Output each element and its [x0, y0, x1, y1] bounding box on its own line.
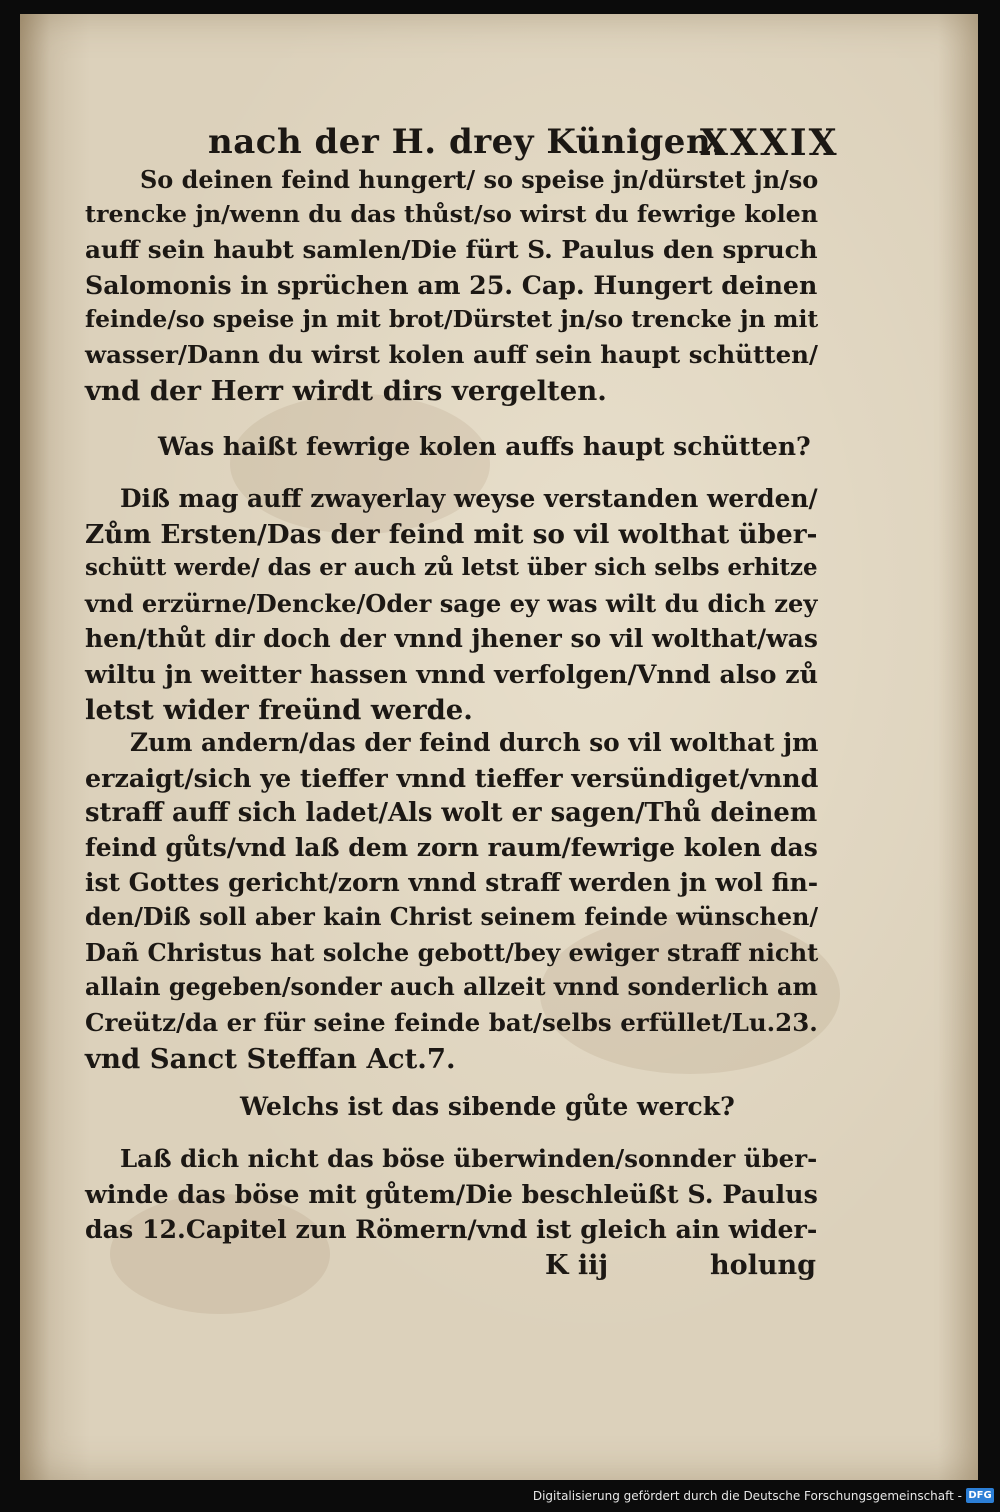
- funding-attribution: Digitalisierung gefördert durch die Deutsche Forschungsgemeinschaft -: [532, 1489, 962, 1503]
- text-line: So deinen feind hungert/ so speise jn/dürstet jn/so: [140, 165, 819, 194]
- text-line: das 12.Capitel zun Römern/vnd ist gleich ain wider-: [85, 1214, 818, 1244]
- text-line: allain gegeben/sonder auch allzeit vnnd sonderlich am: [85, 973, 818, 1001]
- text-line: letst wider freünd werde.: [85, 694, 473, 726]
- section-question: Was haißt fewrige kolen auffs haupt schütten?: [158, 432, 811, 461]
- text-line: auff sein haubt samlen/Die fürt S. Paulus den spruch: [85, 235, 818, 264]
- text-line: Zům Ersten/Das der feind mit so vil wolthat über-: [85, 519, 818, 550]
- text-line: winde das böse mit gůtem/Die beschleüßt S. Paulus: [85, 1179, 818, 1209]
- signature-mark: K iij: [545, 1250, 609, 1281]
- text-line: erzaigt/sich ye tieffer vnnd tieffer versündiget/vnnd: [85, 763, 819, 793]
- text-line: Salomonis in sprüchen am 25. Cap. Hungert deinen: [85, 270, 818, 300]
- text-line: schütt werde/ das er auch zů letst über sich selbs erhitze: [85, 554, 818, 581]
- section-question: Welchs ist das sibende gůte werck?: [240, 1092, 735, 1121]
- paper-stain: [230, 394, 490, 534]
- text-line: Creütz/da er für seine feinde bat/selbs erfüllet/Lu.23.: [85, 1008, 818, 1037]
- text-line: wiltu jn weitter hassen vnnd verfolgen/Vnnd also zů: [85, 659, 818, 689]
- text-line: Dañ Christus hat solche gebott/bey ewiger straff nicht: [85, 938, 819, 967]
- folio-number: XXXIX: [700, 122, 839, 164]
- text-line: Laß dich nicht das böse überwinden/sonnder über-: [120, 1144, 818, 1173]
- text-line: wasser/Dann du wirst kolen auff sein haupt schütten/: [85, 340, 818, 369]
- catchword: holung: [710, 1250, 817, 1281]
- running-header: nach der H. drey Künigen.: [208, 122, 724, 162]
- text-line: feinde/so speise jn mit brot/Dürstet jn/so trencke jn mit: [85, 305, 819, 333]
- text-line: Zum andern/das der feind durch so vil wolthat jm: [130, 728, 819, 757]
- dfg-logo-icon: DFG: [966, 1488, 994, 1503]
- text-line: feind gůts/vnd laß dem zorn raum/fewrige kolen das: [85, 833, 818, 862]
- text-line: Diß mag auff zwayerlay weyse verstanden werden/: [120, 484, 818, 513]
- text-line: trencke jn/wenn du das thůst/so wirst du fewrige kolen: [85, 200, 819, 228]
- text-line: vnd der Herr wirdt dirs vergelten.: [85, 375, 607, 407]
- paper-stain: [110, 1194, 330, 1314]
- text-line: den/Diß soll aber kain Christ seinem feinde wünschen/: [85, 903, 819, 931]
- text-line: vnd erzürne/Dencke/Oder sage ey was wilt du dich zey: [85, 589, 818, 618]
- text-line: straff auff sich ladet/Als wolt er sagen/Thů deinem: [85, 798, 818, 828]
- text-line: ist Gottes gericht/zorn vnnd straff werden jn wol fin-: [85, 868, 819, 897]
- text-line: vnd Sanct Steffan Act.7.: [85, 1043, 456, 1075]
- text-line: hen/thůt dir doch der vnnd jhener so vil wolthat/was: [85, 624, 818, 653]
